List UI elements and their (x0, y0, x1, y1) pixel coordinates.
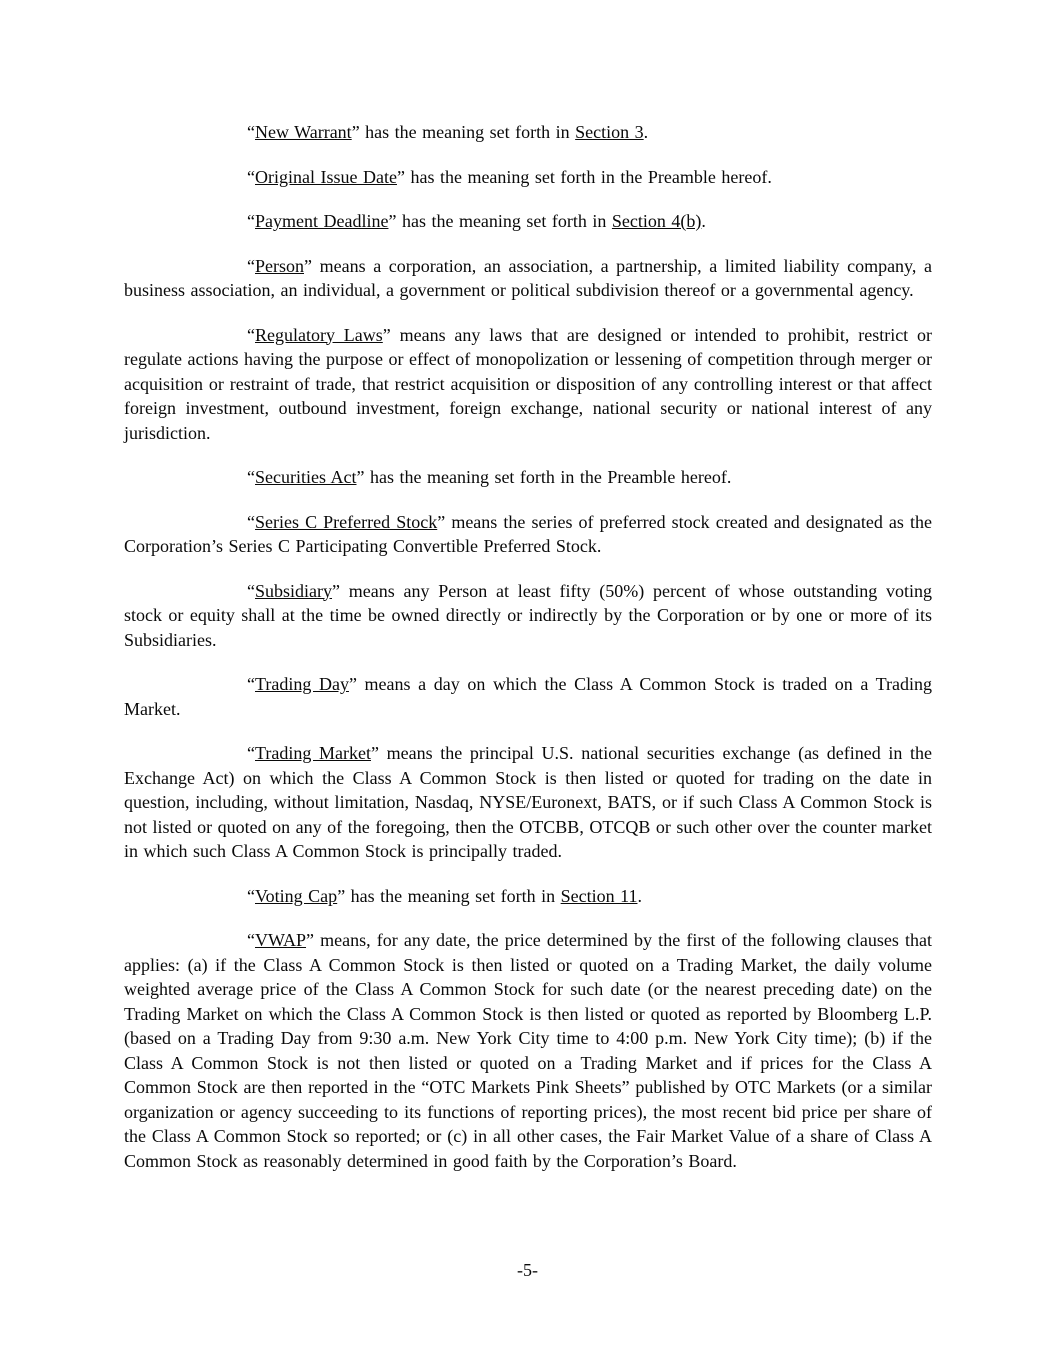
text-run: ” has the meaning set forth in the Preamble hereof. (356, 467, 732, 487)
definition-paragraph (124, 510, 932, 559)
text-run: “ (247, 511, 255, 532)
text-run: ” means any Person at least fifty (50%) percent of whose outstanding voting stock or equity shall at the time be owned directly or indirectly by the Corporation or by one or more of its Subsidiaries. (124, 580, 932, 650)
defined-term: Person (255, 255, 304, 276)
text-run: . (701, 211, 706, 231)
defined-term: Section 11 (560, 885, 638, 906)
page-footer (0, 1258, 1055, 1282)
definition-paragraph (124, 672, 932, 721)
text-run: “ (247, 211, 255, 231)
text-run: ” means the principal U.S. national securities exchange (as defined in the Exchange Act) on which the Class A Common Stock is then listed or quoted for trading on the date in question, including, without limitation, Nasdaq, NYSE/Euronext, BATS, or if such Class A Common Stock is not listed or quoted on any of the foregoing, then the OTCBB, OTCQB or such other over the counter market in which such Class A Common Stock is principally traded. (124, 743, 932, 861)
text-run: ” has the meaning set forth in the Preamble hereof. (396, 166, 772, 187)
defined-term: Section 3 (575, 122, 644, 142)
defined-term: Series C Preferred Stock (255, 511, 438, 532)
defined-term: Voting Cap (255, 885, 338, 906)
defined-term: Payment Deadline (255, 211, 389, 231)
definition-paragraph (124, 120, 932, 145)
definition-paragraph (124, 254, 932, 303)
text-run: . (637, 885, 642, 906)
text-run: “ (247, 885, 255, 906)
text-run: “ (247, 122, 255, 142)
text-run: “ (247, 467, 255, 487)
defined-term: Trading Day (255, 674, 349, 694)
text-run: ” means a corporation, an association, a partnership, a limited liability company, a business association, an individual, a government or political subdivision thereof or a governmental agency. (124, 255, 932, 300)
definition-paragraph (124, 928, 932, 1173)
text-run: ” means the series of preferred stock created and designated as the Corporation’s Series C Participating Convertible Preferred Stock. (124, 511, 933, 556)
defined-term: Regulatory Laws (255, 324, 383, 345)
text-run: . (643, 122, 649, 142)
definition-paragraph (124, 209, 932, 234)
text-run: “ (247, 930, 255, 950)
page-number: -5- (517, 1260, 538, 1280)
text-run: ” has the meaning set forth in (351, 122, 576, 142)
defined-term: Subsidiary (255, 580, 333, 601)
defined-term: Section 4(b) (611, 211, 702, 231)
definition-paragraph (124, 579, 932, 653)
definition-paragraph (124, 465, 932, 490)
text-run: ” means, for any date, the price determined by the first of the following clauses that applies: (a) if the Class A Common Stock is then listed or quoted on a Trading Market, the daily volume weighted average price of the Class A Common Stock for such date (or the nearest preceding date) on the Trading Market on which the Class A Common Stock is then listed or quoted as reported by Bloomberg L.P. (based on a Trading Day from 9:30 a.m. New York City time to 4:00 p.m. New York City time); (b) if the Class A Common Stock is not then listed or quoted on a Trading Market and if prices for the Class A Common Stock are then reported in the “OTC Markets Pink Sheets” published by OTC Markets (or a similar organization or agency succeeding to its functions of reporting prices), the most recent bid price per share of the Class A Common Stock so reported; or (c) in all other cases, the Fair Market Value of a share of Class A Common Stock as reasonably determined in good faith by the Corporation’s Board. (124, 930, 932, 1171)
text-run: “ (247, 674, 255, 694)
text-run: “ (247, 166, 255, 187)
text-run: “ (247, 324, 255, 345)
defined-term: Securities Act (255, 467, 357, 487)
text-run: ” has the meaning set forth in (388, 211, 612, 231)
defined-term: New Warrant (255, 122, 352, 142)
defined-term: VWAP (255, 930, 307, 950)
document-body (124, 120, 932, 1193)
text-run: “ (247, 255, 255, 276)
definition-paragraph (124, 323, 932, 446)
text-run: ” means any laws that are designed or intended to prohibit, restrict or regulate actions having the purpose or effect of monopolization or lessening of competition through merger or acquisition or restraint of trade, that restrict acquisition or disposition of any controlling interest or that affect foreign investment, outbound investment, foreign exchange, national security or national interest of any jurisdiction. (124, 324, 932, 443)
definition-paragraph (124, 741, 932, 864)
text-run: ” has the meaning set forth in (337, 885, 561, 906)
text-run: “ (247, 580, 255, 601)
definition-paragraph (124, 165, 932, 190)
definition-paragraph (124, 884, 932, 909)
defined-term: Original Issue Date (255, 166, 397, 187)
text-run: “ (247, 743, 255, 763)
text-run: ” means a day on which the Class A Common Stock is traded on a Trading Market. (124, 674, 932, 719)
defined-term: Trading Market (255, 743, 371, 763)
